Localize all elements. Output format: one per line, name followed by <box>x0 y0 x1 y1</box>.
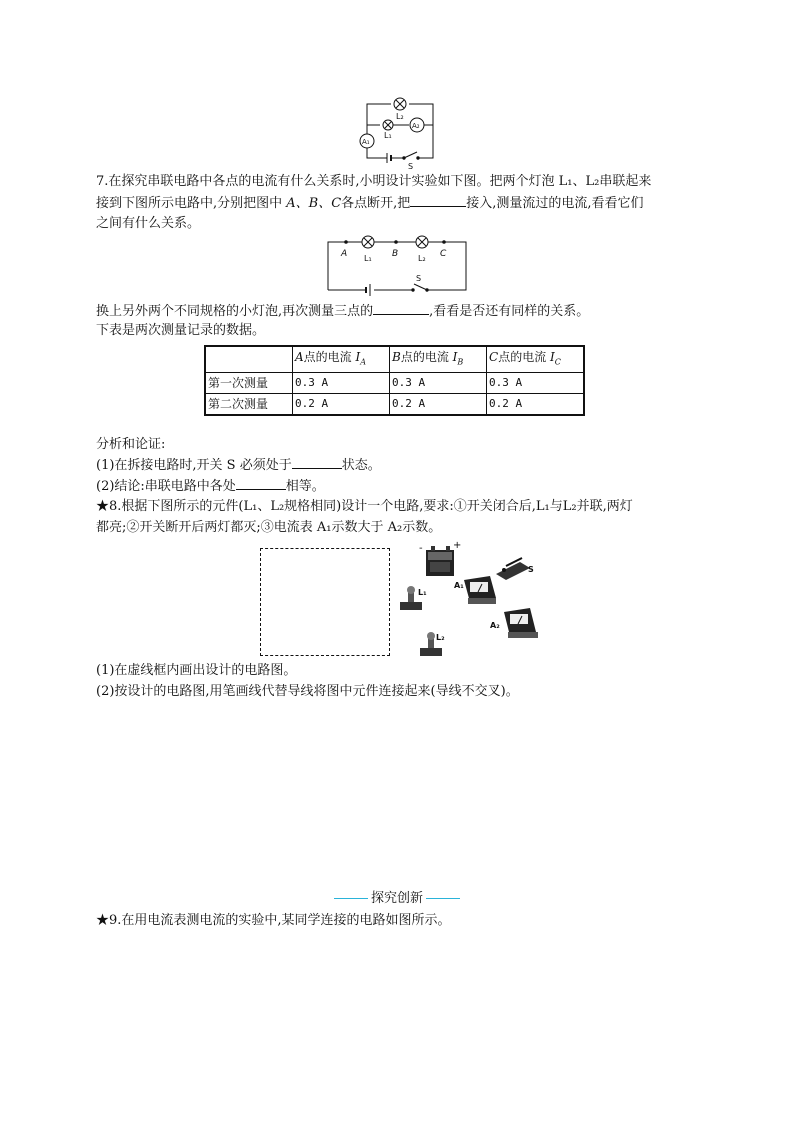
table-header-cell: C点的电流 $I_C$ <box>487 346 585 373</box>
drawing-box[interactable] <box>260 548 390 656</box>
label-L2: L₂ <box>436 633 445 642</box>
analysis-title: 分析和论证: <box>96 437 166 452</box>
q8-line1-b: ①开关闭合后,L₁与L₂并联,两灯 <box>453 499 633 514</box>
label-L1: L₁ <box>418 588 427 597</box>
table-header-row <box>205 346 584 373</box>
label-point-B: B <box>392 249 399 259</box>
q9-line1: ★9.在用电流表测电流的实验中,某同学连接的电路如图所示。 <box>96 913 451 928</box>
table-row <box>205 373 584 394</box>
q7-line2-c: 接入,测量流过的电流,看看它们 <box>466 196 644 211</box>
row-label: 第一次测量 <box>205 373 293 394</box>
q7-line3: 之间有什么关系。 <box>96 216 201 231</box>
label-point-C: C <box>440 249 447 259</box>
switch-icon <box>496 558 530 580</box>
section-rule-left <box>334 898 368 899</box>
label-S: S <box>416 274 422 283</box>
section-title <box>334 890 460 908</box>
row-label: 第二次测量 <box>205 394 293 416</box>
table-row <box>205 394 584 416</box>
analysis-1a: (1)在拆接电路时,开关 S 必须处于 <box>96 458 292 473</box>
section-title-text: 探究创新 <box>370 891 423 906</box>
q7-line2-b: 各点断开,把 <box>341 196 411 211</box>
table-header-cell: A点的电流 $I_A$ <box>293 346 390 373</box>
q7-line1: 7.在探究串联电路中各点的电流有什么关系时,小明设计实验如下图。把两个灯泡 L₁、L₂串联起来 <box>96 174 652 189</box>
q7-blank-1[interactable] <box>410 194 466 207</box>
components-illustration <box>398 540 548 660</box>
analysis-item-2 <box>96 477 325 496</box>
section-rule-right <box>426 898 460 899</box>
q8-line1-a: ★8.根据下图所示的元件(L₁、L₂规格相同)设计一个电路,要求: <box>96 499 454 514</box>
label-A2: A₂ <box>490 621 500 630</box>
table-cell: 0.3 A <box>293 373 390 394</box>
q8-line2: 都亮;②开关断开后两灯都灭;③电流表 A₁示数大于 A₂示数。 <box>96 520 442 535</box>
label-S: S <box>408 162 414 170</box>
battery-plus: + <box>453 540 462 551</box>
q7-line2 <box>96 194 644 213</box>
analysis-2a: (2)结论:串联电路中各处 <box>96 479 236 494</box>
label-L2: L₂ <box>418 254 426 263</box>
label-A1: A₁ <box>454 581 464 590</box>
q7b-line2: 下表是两次测量记录的数据。 <box>96 323 266 338</box>
analysis-2b: 相等。 <box>285 479 325 494</box>
table-cell: 0.2 A <box>293 394 390 416</box>
q7b-line1-b: ,看看是否还有同样的关系。 <box>429 304 590 319</box>
q8-line1 <box>96 498 633 516</box>
table-cell: 0.3 A <box>390 373 487 394</box>
q7-line2-a: 接到下图所示电路中,分别把图中 <box>96 196 287 211</box>
analysis-1b: 状态。 <box>341 458 381 473</box>
analysis-blank-1[interactable] <box>292 456 342 469</box>
measurement-table <box>204 345 585 416</box>
series-circuit-diagram <box>324 234 470 298</box>
label-point-A: A <box>341 249 348 259</box>
q7b-line1 <box>96 302 589 321</box>
label-A1: A₁ <box>362 138 370 146</box>
q7b-line1-a: 换上另外两个不同规格的小灯泡,再次测量三点的 <box>96 304 374 319</box>
table-header-cell: B点的电流 $I_B$ <box>390 346 487 373</box>
label-L2: L₂ <box>396 112 404 121</box>
table-corner-cell <box>205 346 293 373</box>
analysis-item-1 <box>96 456 381 475</box>
q7-points: A、B、C <box>286 196 342 211</box>
table-cell: 0.2 A <box>390 394 487 416</box>
table-cell: 0.2 A <box>487 394 585 416</box>
battery-minus: - <box>419 543 423 554</box>
q8-sub2: (2)按设计的电路图,用笔画线代替导线将图中元件连接起来(导线不交叉)。 <box>96 684 519 699</box>
label-L1: L₁ <box>364 254 372 263</box>
top-circuit-diagram <box>355 92 445 170</box>
label-S: S <box>528 565 534 574</box>
label-A2: A₂ <box>412 122 420 130</box>
analysis-blank-2[interactable] <box>236 477 286 490</box>
table-cell: 0.3 A <box>487 373 585 394</box>
ammeter-A2-icon <box>504 608 538 638</box>
ammeter-A1-icon <box>464 576 496 604</box>
label-L1: L₁ <box>384 131 392 140</box>
battery-icon <box>426 546 454 576</box>
q8-sub1: (1)在虚线框内画出设计的电路图。 <box>96 663 297 678</box>
q7b-blank[interactable] <box>373 302 429 315</box>
